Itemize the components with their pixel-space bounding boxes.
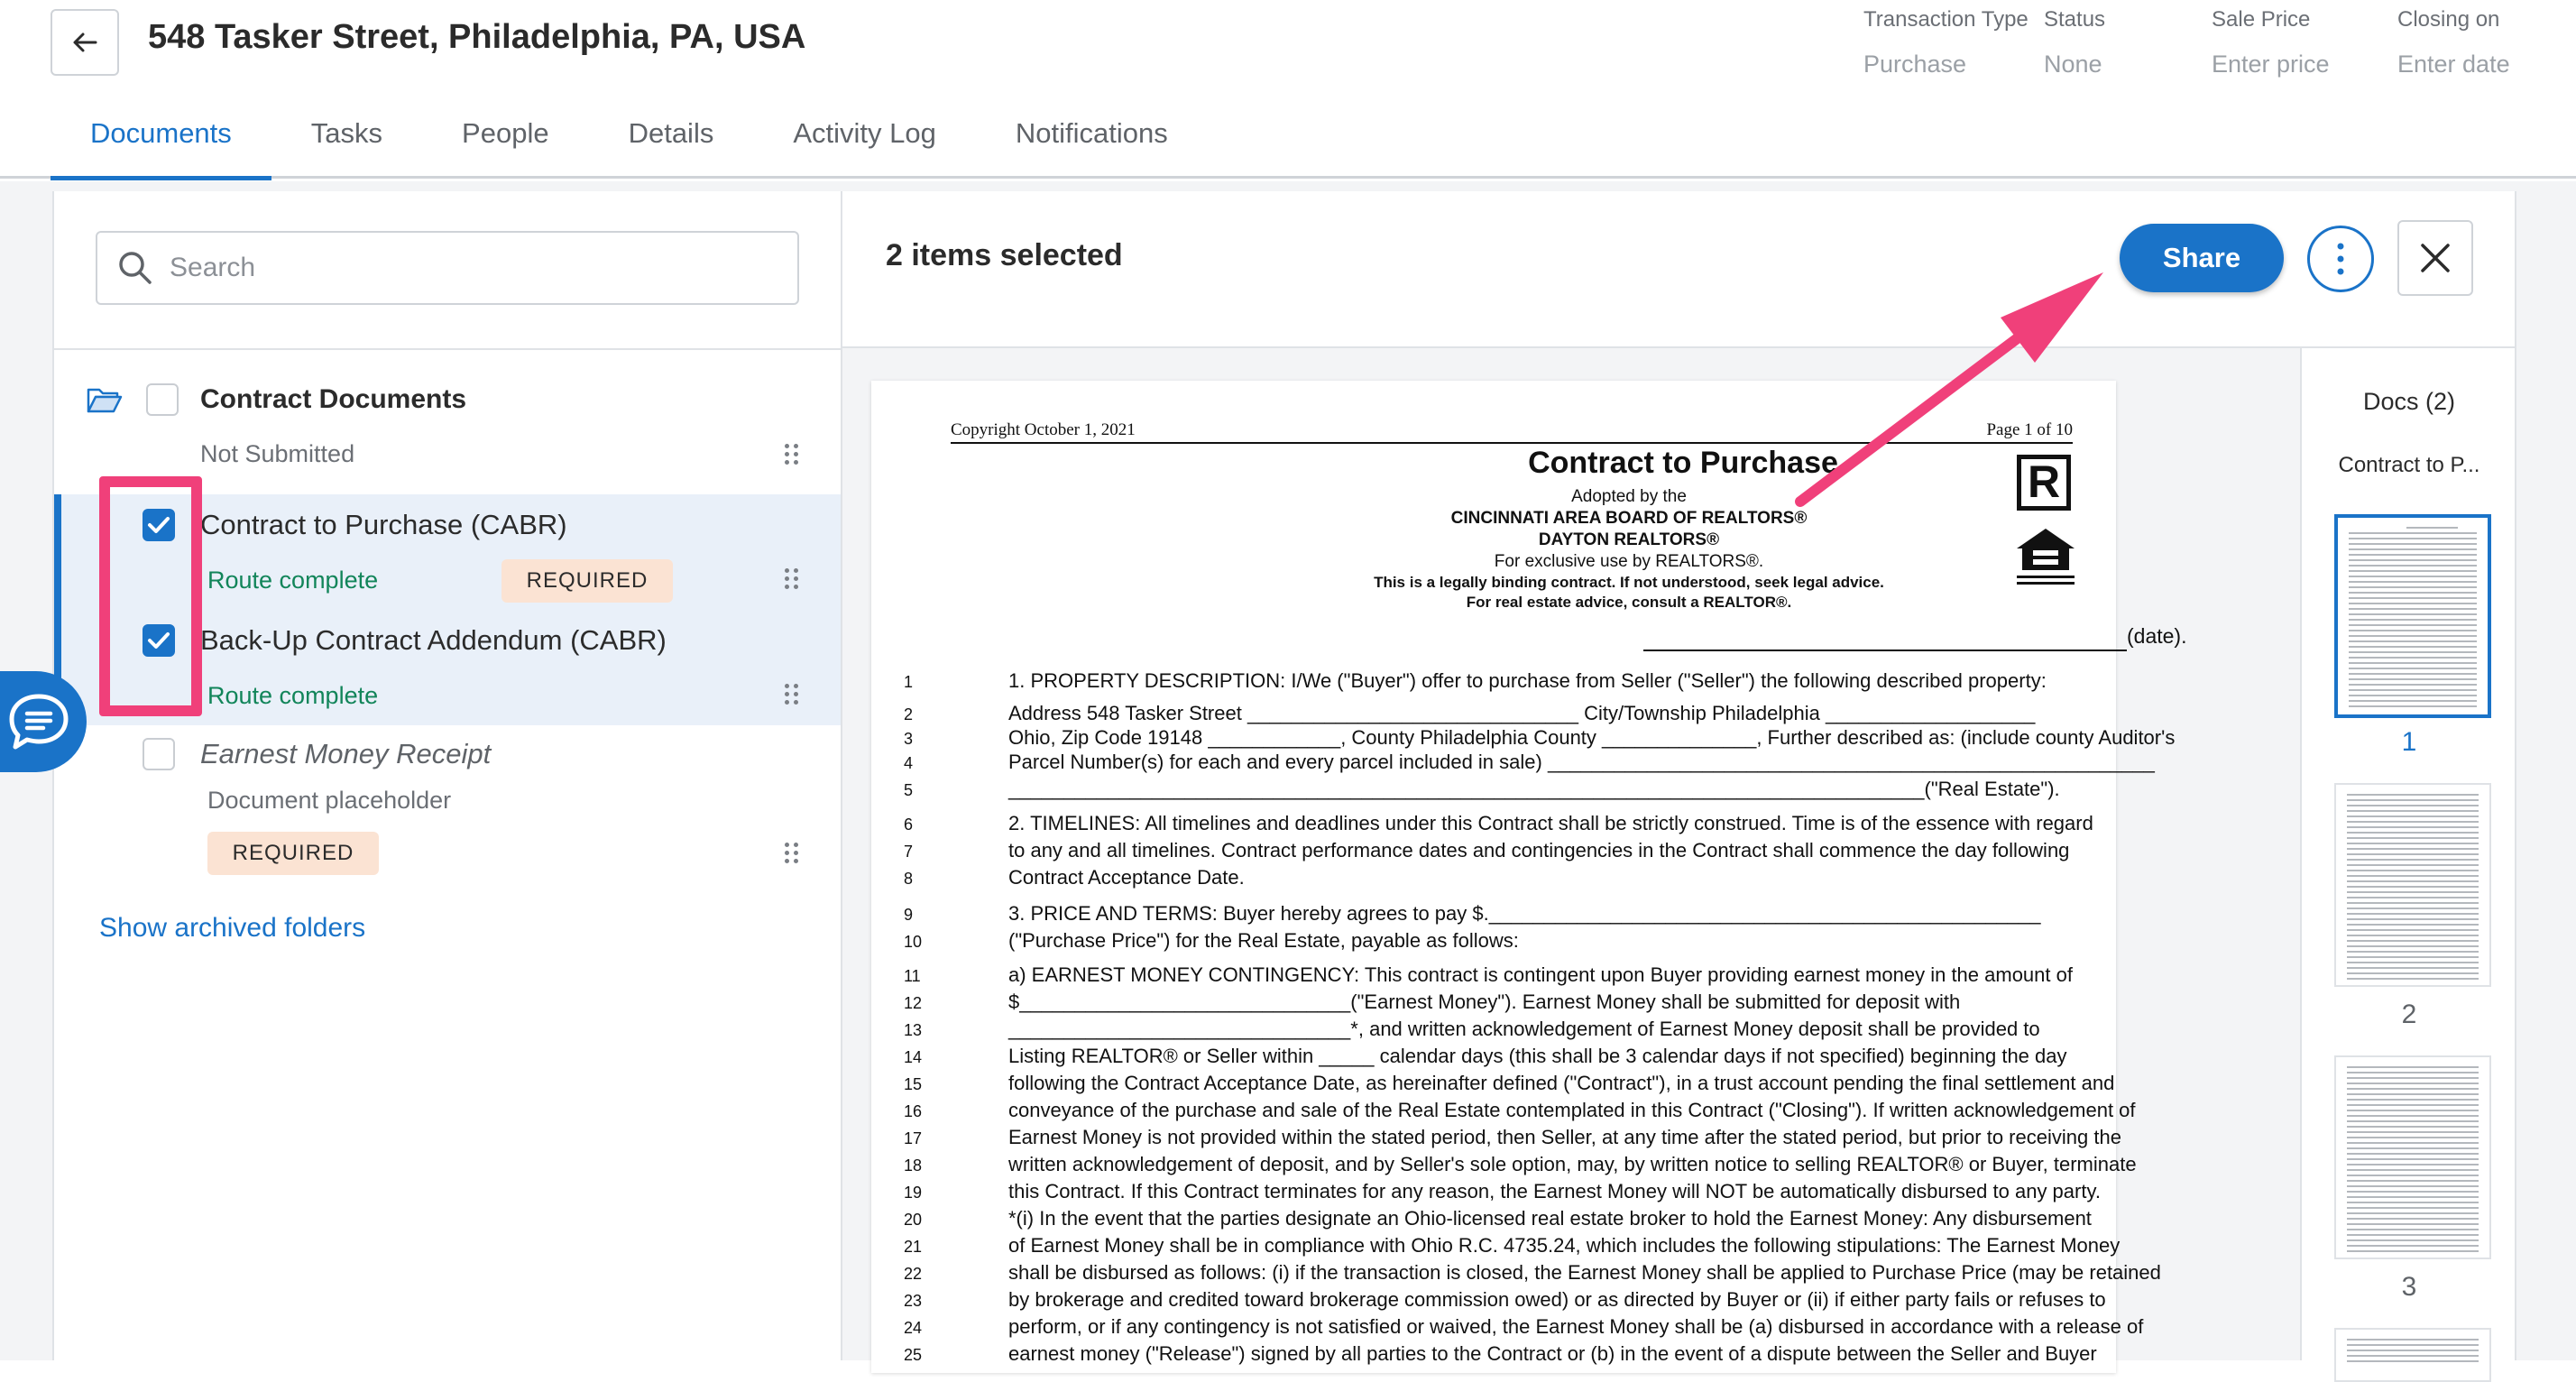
document-title[interactable]: Earnest Money Receipt [200, 738, 492, 769]
transaction-header [0, 0, 2576, 179]
contract-line [904, 1342, 2097, 1368]
line-text: 2. TIMELINES: All timelines and deadlines under this Contract shall be strictly construed. Time is of the essence with regard [1008, 812, 2093, 834]
meta-label: Closing on [2397, 7, 2500, 32]
contract-line [904, 1018, 2094, 1044]
line-number: 5 [904, 781, 914, 799]
folder-checkbox[interactable] [146, 383, 179, 416]
line-number: 15 [904, 1075, 923, 1093]
drag-handle-icon[interactable] [785, 684, 799, 705]
document-title[interactable]: Back-Up Contract Addendum (CABR) [200, 624, 667, 656]
contract-line [904, 669, 2094, 696]
contract-line [904, 1180, 2101, 1206]
document-page[interactable] [871, 381, 2187, 1373]
line-text: Parcel Number(s) for each and every parcel included in sale) _______________________________________________________ [1008, 751, 2155, 773]
route-status: Route complete [207, 567, 379, 594]
meta-value[interactable]: Enter price [2212, 51, 2330, 78]
search-input[interactable] [170, 253, 747, 283]
line-text: perform, or if any contingency is not satisfied or waived, the Earnest Money shall be (a) disbursed in accordance with a release of [1008, 1315, 2144, 1338]
folder-status: Not Submitted [200, 440, 355, 467]
contract-board-1: CINCINNATI AREA BOARD OF REALTORS® [1450, 509, 1808, 528]
line-text: written acknowledgement of deposit, and by Seller's sole option, may, by written notice to selling REALTOR® or Buyer, terminate [1008, 1153, 2137, 1175]
line-text: _______________________________*, and written acknowledgement of Earnest Money deposit shall be provided to [1008, 1018, 2040, 1040]
line-text: by brokerage and credited toward brokerage commission owed) or as directed by Buyer or (ii) if either party fails or refuses to [1008, 1288, 2106, 1311]
line-text: this Contract. If this Contract terminates for any reason, the Earnest Money will NOT be automatically disbursed to any party. [1008, 1180, 2101, 1202]
line-number: 11 [904, 967, 921, 985]
line-text: Ohio, Zip Code 19148 ____________, County Philadelphia County ______________, Further described as: (include county Auditor's [1008, 726, 2176, 749]
meta-value[interactable]: None [2044, 51, 2102, 78]
page-number[interactable]: 1 [2401, 727, 2417, 757]
line-number: 9 [904, 906, 914, 924]
contract-line [904, 963, 2094, 990]
line-number: 2 [904, 705, 914, 723]
contract-line [904, 1153, 2137, 1179]
contract-line [904, 1288, 2106, 1314]
meta-label: Status [2044, 7, 2106, 32]
search-icon [117, 250, 153, 286]
docs-count: Docs (2) [2362, 388, 2455, 415]
drag-handle-icon[interactable] [785, 843, 799, 864]
contract-line [904, 866, 2094, 892]
contract-line [904, 990, 2094, 1017]
document-preview-area [842, 348, 2300, 1365]
line-text: conveyance of the purchase and sale of the Real Estate contemplated in this Contract ("Closing"). If written acknowledgement of [1008, 1099, 2136, 1121]
contract-line [904, 1261, 2161, 1287]
folder-name: Contract Documents [200, 384, 467, 414]
line-number: 22 [904, 1265, 923, 1283]
drag-handle-icon[interactable] [785, 568, 799, 590]
line-text: 3. PRICE AND TERMS: Buyer hereby agrees to pay $.__________________________________________________ [1008, 902, 2041, 925]
page-number-text: Page 1 of 10 [1986, 420, 2073, 439]
share-button[interactable]: Share [2120, 224, 2284, 292]
thumb-doc-name[interactable]: Contract to P... [2338, 453, 2480, 477]
contract-line [904, 751, 2155, 777]
line-number: 7 [904, 843, 914, 861]
line-number: 18 [904, 1156, 923, 1175]
contract-line [904, 778, 2094, 804]
folder-open-icon [87, 384, 123, 415]
contract-line [904, 839, 2094, 865]
contract-binding-note: This is a legally binding contract. If not understood, seek legal advice. [1374, 574, 1884, 591]
contract-line [904, 1099, 2136, 1125]
line-text: 1. PROPERTY DESCRIPTION: I/We ("Buyer") offer to purchase from Seller ("Seller") the following described property: [1008, 669, 2047, 692]
page-thumbnail[interactable] [2334, 783, 2491, 987]
line-number: 24 [904, 1319, 923, 1337]
contract-line [904, 1234, 2121, 1260]
line-text: following the Contract Acceptance Date, as hereinafter defined ("Contract"), in a trust account pending the final settlement and [1008, 1072, 2115, 1094]
line-text: Earnest Money is not provided within the stated period, then Seller, at any time after the stated period, but prior to receiving the [1008, 1126, 2121, 1148]
arrow-left-icon [71, 29, 98, 56]
page-title: 548 Tasker Street, Philadelphia, PA, USA [148, 18, 806, 56]
close-icon [2419, 242, 2452, 274]
more-options-button[interactable] [2307, 226, 2374, 292]
search-box[interactable] [96, 231, 799, 305]
close-selection-button[interactable] [2397, 220, 2473, 296]
contract-line [904, 702, 2094, 728]
line-number: 23 [904, 1292, 923, 1310]
contract-line [904, 812, 2094, 838]
required-badge: REQUIRED [207, 832, 379, 875]
line-text: shall be disbursed as follows: (i) if the transaction is closed, the Earnest Money shall be applied to Purchase Price (may be retained [1008, 1261, 2161, 1284]
tab-people[interactable]: People [462, 117, 549, 149]
meta-label: Sale Price [2212, 7, 2311, 32]
chat-bubble-icon [7, 692, 70, 751]
date-field-line [1643, 630, 2127, 651]
contract-line [904, 1126, 2121, 1152]
line-number: 6 [904, 815, 914, 834]
contract-exclusive: For exclusive use by REALTORS®. [1494, 552, 1764, 571]
contract-advice-note: For real estate advice, consult a REALTOR®. [1466, 594, 1792, 611]
tab-details[interactable]: Details [628, 117, 714, 149]
show-archived-folders-link[interactable]: Show archived folders [99, 913, 366, 943]
page-header [951, 420, 2073, 444]
contract-line [904, 929, 2094, 955]
document-title[interactable]: Contract to Purchase (CABR) [200, 509, 567, 540]
copyright-text: Copyright October 1, 2021 [951, 420, 1136, 439]
line-text: earnest money ("Release") signed by all parties to the Contract or (b) in the event of a dispute between the Seller and Buyer [1008, 1342, 2097, 1365]
meta-closing-on [2397, 7, 2510, 78]
line-text: of Earnest Money shall be in compliance with Ohio R.C. 4735.24, which includes the following stipulations: The Earnest Money [1008, 1234, 2121, 1257]
page-thumbnail[interactable] [2334, 1328, 2491, 1382]
line-number: 10 [904, 933, 923, 951]
line-number: 17 [904, 1129, 923, 1147]
line-number: 16 [904, 1102, 923, 1120]
line-text: to any and all timelines. Contract performance dates and contingencies in the Contract shall commence the day following [1008, 839, 2070, 861]
page-thumbnails [2300, 348, 2515, 1360]
line-text: ("Purchase Price") for the Real Estate, payable as follows: [1008, 929, 1519, 952]
page-thumbnail[interactable] [2334, 514, 2491, 718]
contract-line [904, 1315, 2144, 1341]
meta-transaction-type [1863, 7, 2029, 78]
documents-sidebar [52, 191, 842, 1360]
line-number: 21 [904, 1238, 923, 1256]
selection-count: 2 items selected [886, 238, 1123, 272]
tab-documents[interactable]: Documents [51, 106, 271, 179]
line-number: 8 [904, 870, 914, 888]
line-number: 19 [904, 1184, 923, 1202]
folder-row[interactable] [83, 377, 466, 422]
line-text: ___________________________________________________________________________________("Real Estate"). [1008, 778, 2060, 800]
page-number[interactable]: 3 [2401, 1272, 2417, 1302]
meta-sale-price [2212, 7, 2330, 78]
contract-title: Contract to Purchase [1528, 446, 1838, 480]
line-text: *(i) In the event that the parties designate an Ohio-licensed real estate broker to hold the Earnest Money: Any disbursement [1008, 1207, 2092, 1230]
meta-label: Transaction Type [1863, 7, 2029, 32]
line-number: 14 [904, 1048, 923, 1066]
line-text: Contract Acceptance Date. [1008, 866, 1245, 889]
back-button[interactable] [51, 9, 119, 76]
line-number: 13 [904, 1021, 923, 1039]
line-number: 20 [904, 1211, 923, 1229]
line-number: 3 [904, 730, 914, 748]
line-number: 4 [904, 754, 914, 772]
date-label: (date). [2127, 624, 2187, 648]
divider [54, 348, 841, 350]
line-number: 1 [904, 673, 914, 691]
realtor-logo: R [2017, 455, 2071, 511]
line-number: 12 [904, 994, 923, 1012]
contract-line [904, 1045, 2094, 1071]
tab-activity-log[interactable]: Activity Log [793, 117, 936, 149]
contract-board-2: DAYTON REALTORS® [1538, 530, 1720, 549]
contract-line [904, 726, 2176, 752]
line-text: a) EARNEST MONEY CONTINGENCY: This contract is contingent upon Buyer providing earnest money in the amount of [1008, 963, 2073, 986]
line-number: 25 [904, 1346, 923, 1364]
route-status: Route complete [207, 682, 379, 709]
document-viewer-panel [842, 191, 2516, 1365]
contract-adopted: Adopted by the [1571, 487, 1687, 506]
document-checkbox[interactable] [143, 738, 175, 770]
meta-status [2044, 7, 2105, 78]
page-thumbnail[interactable] [2334, 1055, 2491, 1259]
contract-line [904, 902, 2094, 928]
contract-line [904, 1072, 2115, 1098]
document-subtitle: Document placeholder [207, 787, 452, 814]
required-badge: REQUIRED [501, 559, 673, 603]
tab-bar [51, 106, 1208, 179]
more-vertical-icon [2336, 241, 2345, 277]
page-number[interactable]: 2 [2401, 1000, 2417, 1029]
line-text: Listing REALTOR® or Seller within _____ calendar days (this shall be 3 calendar days if not specified) beginning the day [1008, 1045, 2067, 1067]
meta-value[interactable]: Purchase [1863, 51, 1967, 78]
meta-value[interactable]: Enter date [2397, 51, 2510, 78]
line-text: Address 548 Tasker Street ______________________________ City/Township Philadelphia ___________________ [1008, 702, 2036, 724]
tab-notifications[interactable]: Notifications [1015, 117, 1168, 149]
line-text: $______________________________("Earnest Money"). Earnest Money shall be submitted for deposit with [1008, 990, 1961, 1013]
equal-housing-icon [2013, 525, 2078, 588]
contract-line [904, 1207, 2094, 1233]
tab-tasks[interactable]: Tasks [310, 117, 383, 149]
annotation-highlight-box [99, 476, 202, 716]
drag-handle-icon[interactable] [785, 444, 799, 465]
